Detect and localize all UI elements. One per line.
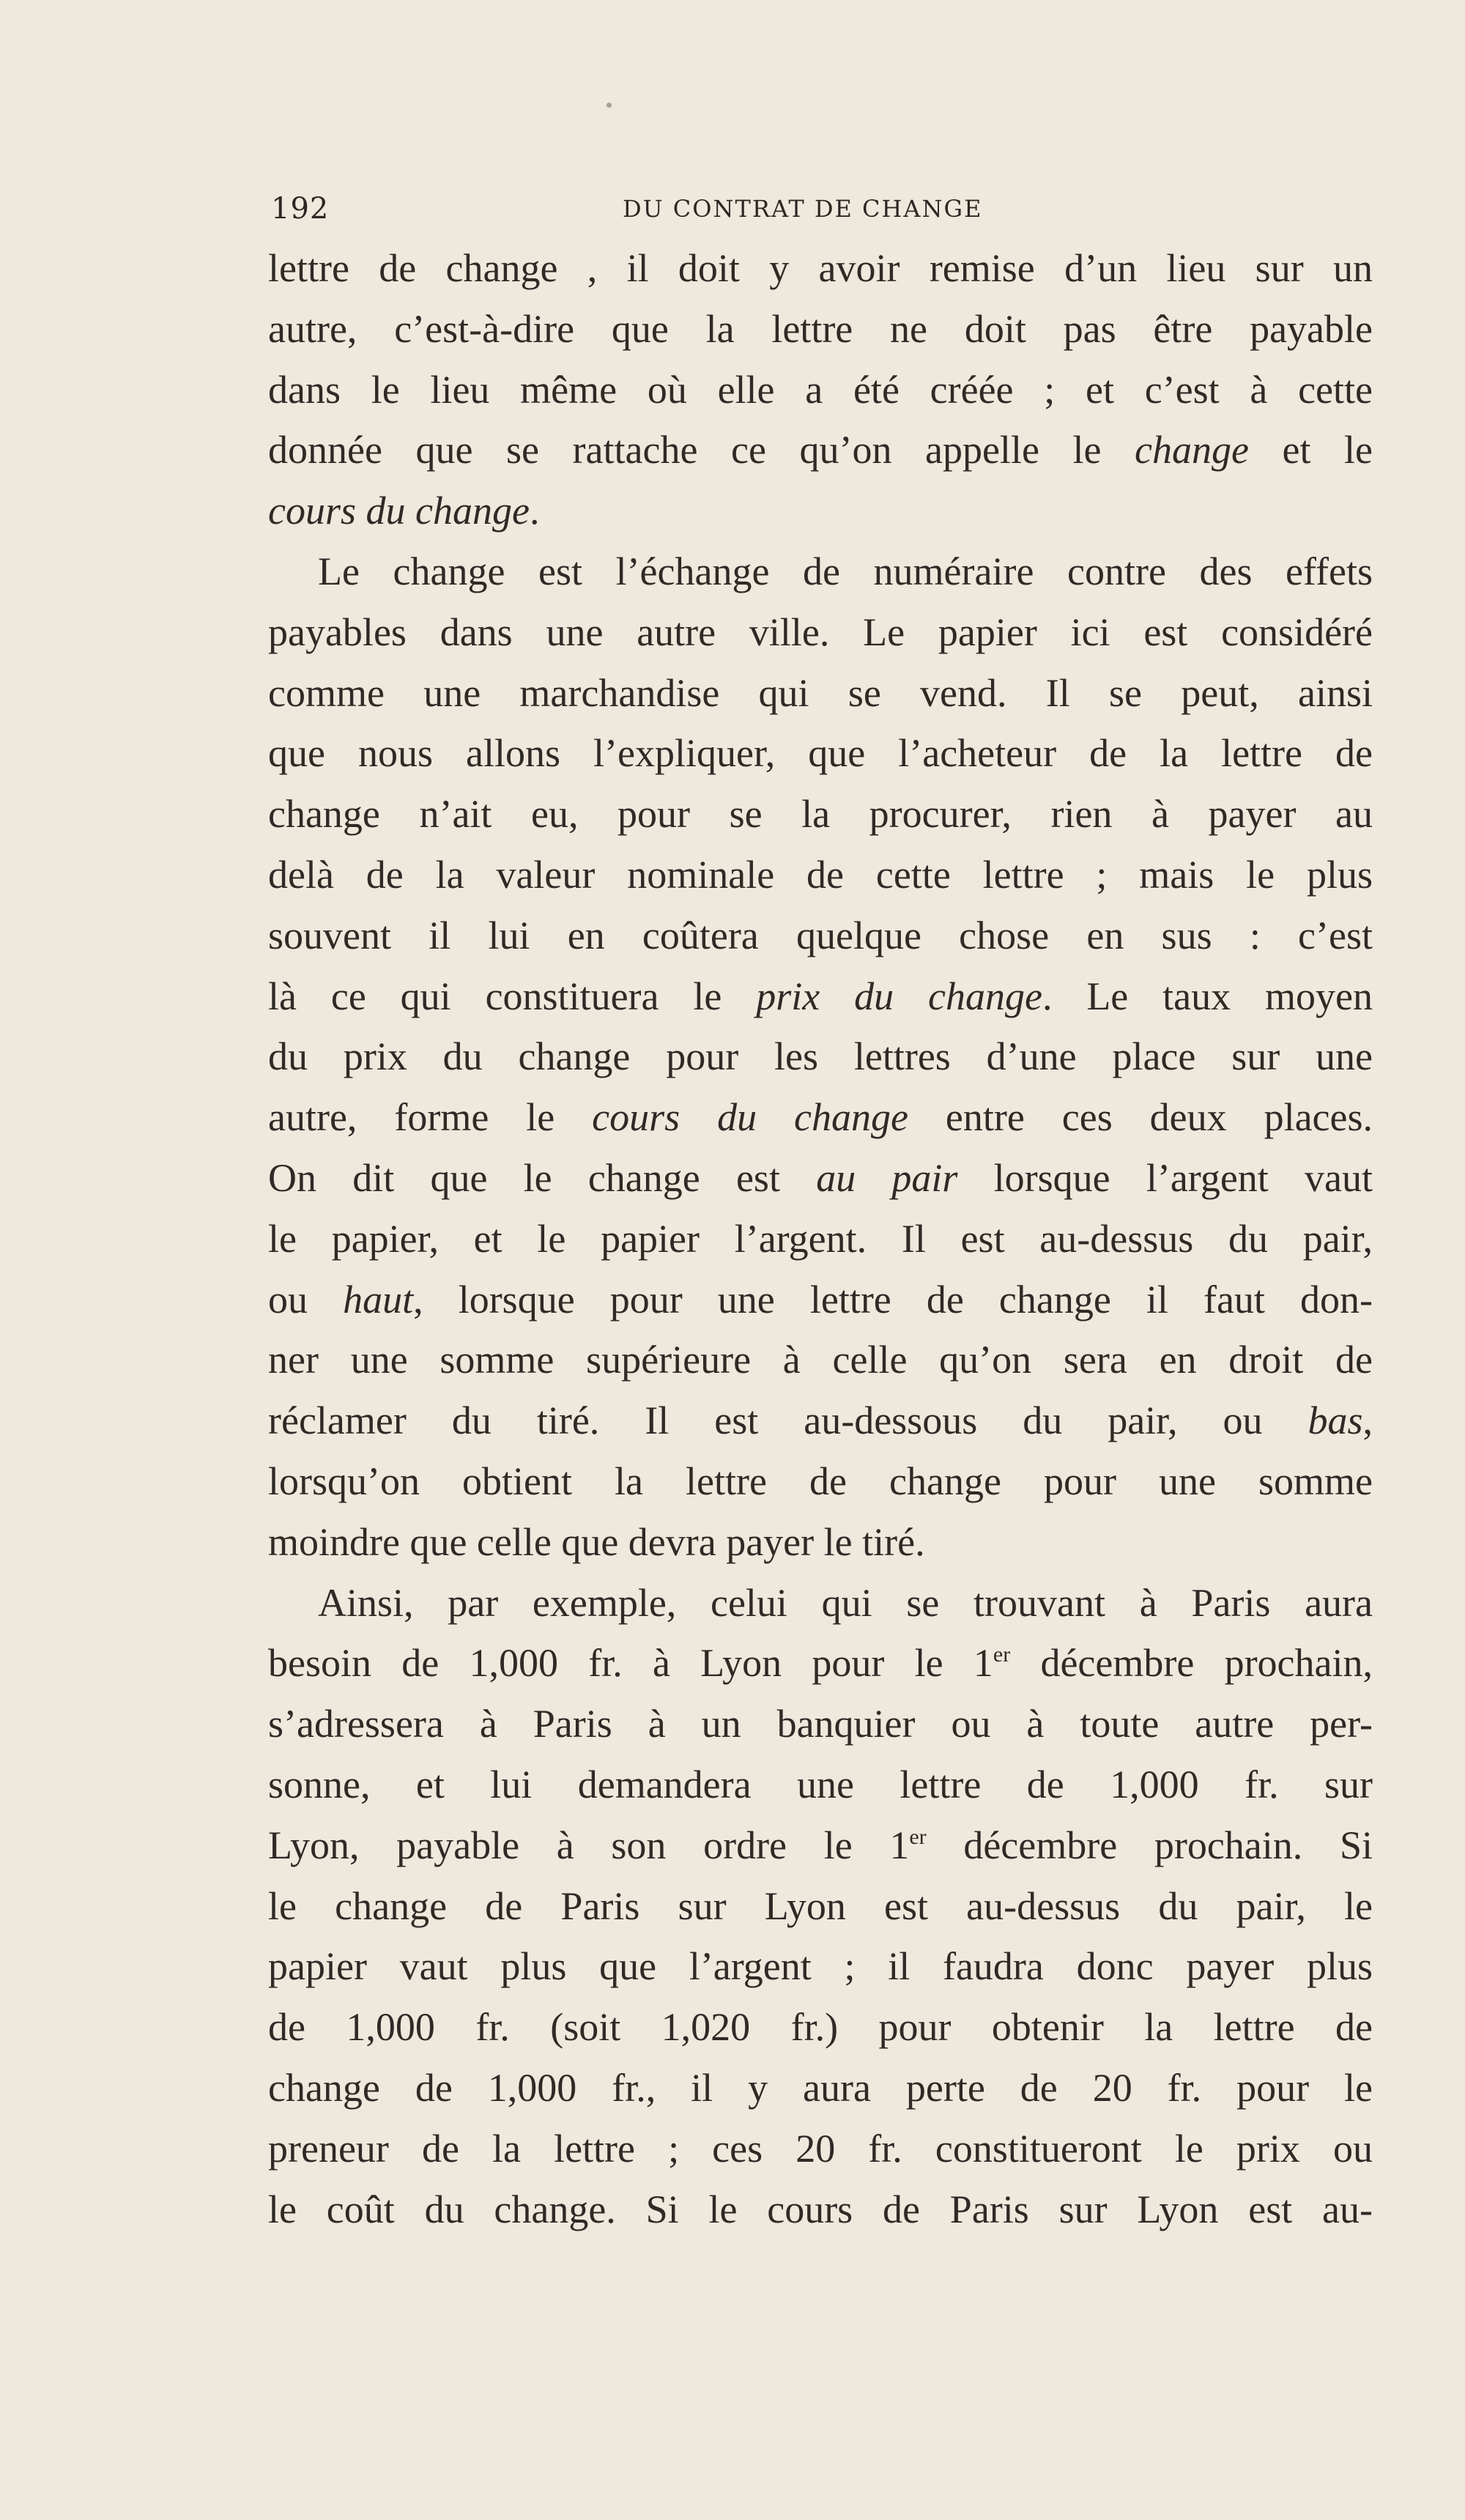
text-segment: donnée que se rattache ce qu’on appelle le	[268, 428, 1135, 472]
text-line: autre, c’est-à-dire que la lettre ne doit pas être payable	[268, 306, 1373, 351]
text-segment: , lorsque pour une lettre de change il faut don-	[413, 1277, 1373, 1322]
text-segment: autre, forme le	[268, 1095, 593, 1140]
text-line	[268, 1148, 1373, 1209]
text-line: lettre de change , il doit y avoir remise d’un lieu sur un	[268, 246, 1373, 290]
text-line: papier vaut plus que l’argent ; il faudra donc payer plus	[268, 1944, 1373, 1989]
paper-speck	[607, 103, 612, 108]
text-segment: besoin de 1,000 fr. à Lyon pour le 1	[268, 1641, 993, 1686]
text-line: lorsqu’on obtient la lettre de change pour une somme	[268, 1459, 1373, 1503]
text-line: que nous allons l’expliquer, que l’acheteur de la lettre de	[268, 731, 1373, 776]
text-segment: ,	[1362, 1398, 1373, 1443]
text-segment: entre ces deux places.	[908, 1095, 1373, 1140]
text-line: comme une marchandise qui se vend. Il se peut, ainsi	[268, 670, 1373, 715]
italic-term: bas	[1308, 1398, 1363, 1443]
superscript: er	[909, 1824, 927, 1849]
italic-term: cours du change	[268, 489, 530, 533]
text-line	[268, 1633, 1373, 1694]
text-segment: lorsque l’argent vaut	[957, 1155, 1373, 1200]
page-header	[271, 192, 1033, 227]
text-segment: ou	[268, 1277, 344, 1322]
text-line: de 1,000 fr. (soit 1,020 fr.) pour obtenir la lettre de	[268, 2005, 1373, 2050]
text-segment: là ce qui constituera le	[268, 974, 757, 1018]
text-line: Le change est l’échange de numéraire contre des effets	[318, 549, 1373, 593]
text-line: preneur de la lettre ; ces 20 fr. constitueront le prix ou	[268, 2126, 1373, 2171]
text-segment: . Le taux moyen	[1042, 974, 1373, 1018]
text-line	[268, 1270, 1373, 1330]
text-line: change de 1,000 fr., il y aura perte de 20 fr. pour le	[268, 2065, 1373, 2110]
italic-term: au pair	[816, 1155, 958, 1200]
text-line	[268, 481, 1373, 541]
text-line: le coût du change. Si le cours de Paris sur Lyon est au-	[268, 2187, 1373, 2231]
text-segment: On dit que le change est	[268, 1155, 817, 1200]
text-line	[268, 420, 1373, 481]
text-segment: .	[529, 489, 540, 533]
text-line: s’adressera à Paris à un banquier ou à toute autre per-	[268, 1702, 1373, 1746]
text-line: Ainsi, par exemple, celui qui se trouvant à Paris aura	[318, 1580, 1373, 1625]
body-text	[268, 238, 1373, 2239]
text-segment: et le	[1248, 428, 1373, 472]
italic-term: prix du change	[756, 974, 1042, 1018]
italic-term: cours du change	[592, 1095, 908, 1140]
text-line: souvent il lui en coûtera quelque chose en sus : c’est	[268, 913, 1373, 957]
text-segment: décembre prochain. Si	[926, 1823, 1373, 1867]
text-line	[268, 1390, 1373, 1451]
text-line	[268, 1815, 1373, 1876]
superscript: er	[993, 1642, 1011, 1667]
text-line: le change de Paris sur Lyon est au-dessus du pair, le	[268, 1883, 1373, 1928]
text-line: du prix du change pour les lettres d’une place sur une	[268, 1034, 1373, 1079]
text-segment: décembre prochain,	[1010, 1641, 1373, 1686]
running-title: DU CONTRAT DE CHANGE	[623, 195, 983, 223]
italic-term: haut	[343, 1277, 414, 1322]
text-segment: réclamer du tiré. Il est au-dessous du pair, ou	[268, 1398, 1308, 1443]
text-line: ner une somme supérieure à celle qu’on sera en droit de	[268, 1338, 1373, 1382]
text-line: sonne, et lui demandera une lettre de 1,000 fr. sur	[268, 1762, 1373, 1806]
text-line: change n’ait eu, pour se la procurer, rien à payer au	[268, 792, 1373, 837]
page-number: 192	[271, 192, 330, 226]
text-line: delà de la valeur nominale de cette lettre ; mais le plus	[268, 852, 1373, 897]
text-line: moindre que celle que devra payer le tiré.	[268, 1519, 925, 1564]
italic-term: change	[1135, 428, 1249, 472]
text-line: le papier, et le papier l’argent. Il est au-dessus du pair,	[268, 1216, 1373, 1261]
text-segment: Lyon, payable à son ordre le 1	[268, 1823, 910, 1867]
text-line	[268, 1087, 1373, 1148]
text-line: dans le lieu même où elle a été créée ; et c’est à cette	[268, 367, 1373, 412]
text-line: payables dans une autre ville. Le papier ici est considéré	[268, 609, 1373, 654]
text-line	[268, 966, 1373, 1027]
